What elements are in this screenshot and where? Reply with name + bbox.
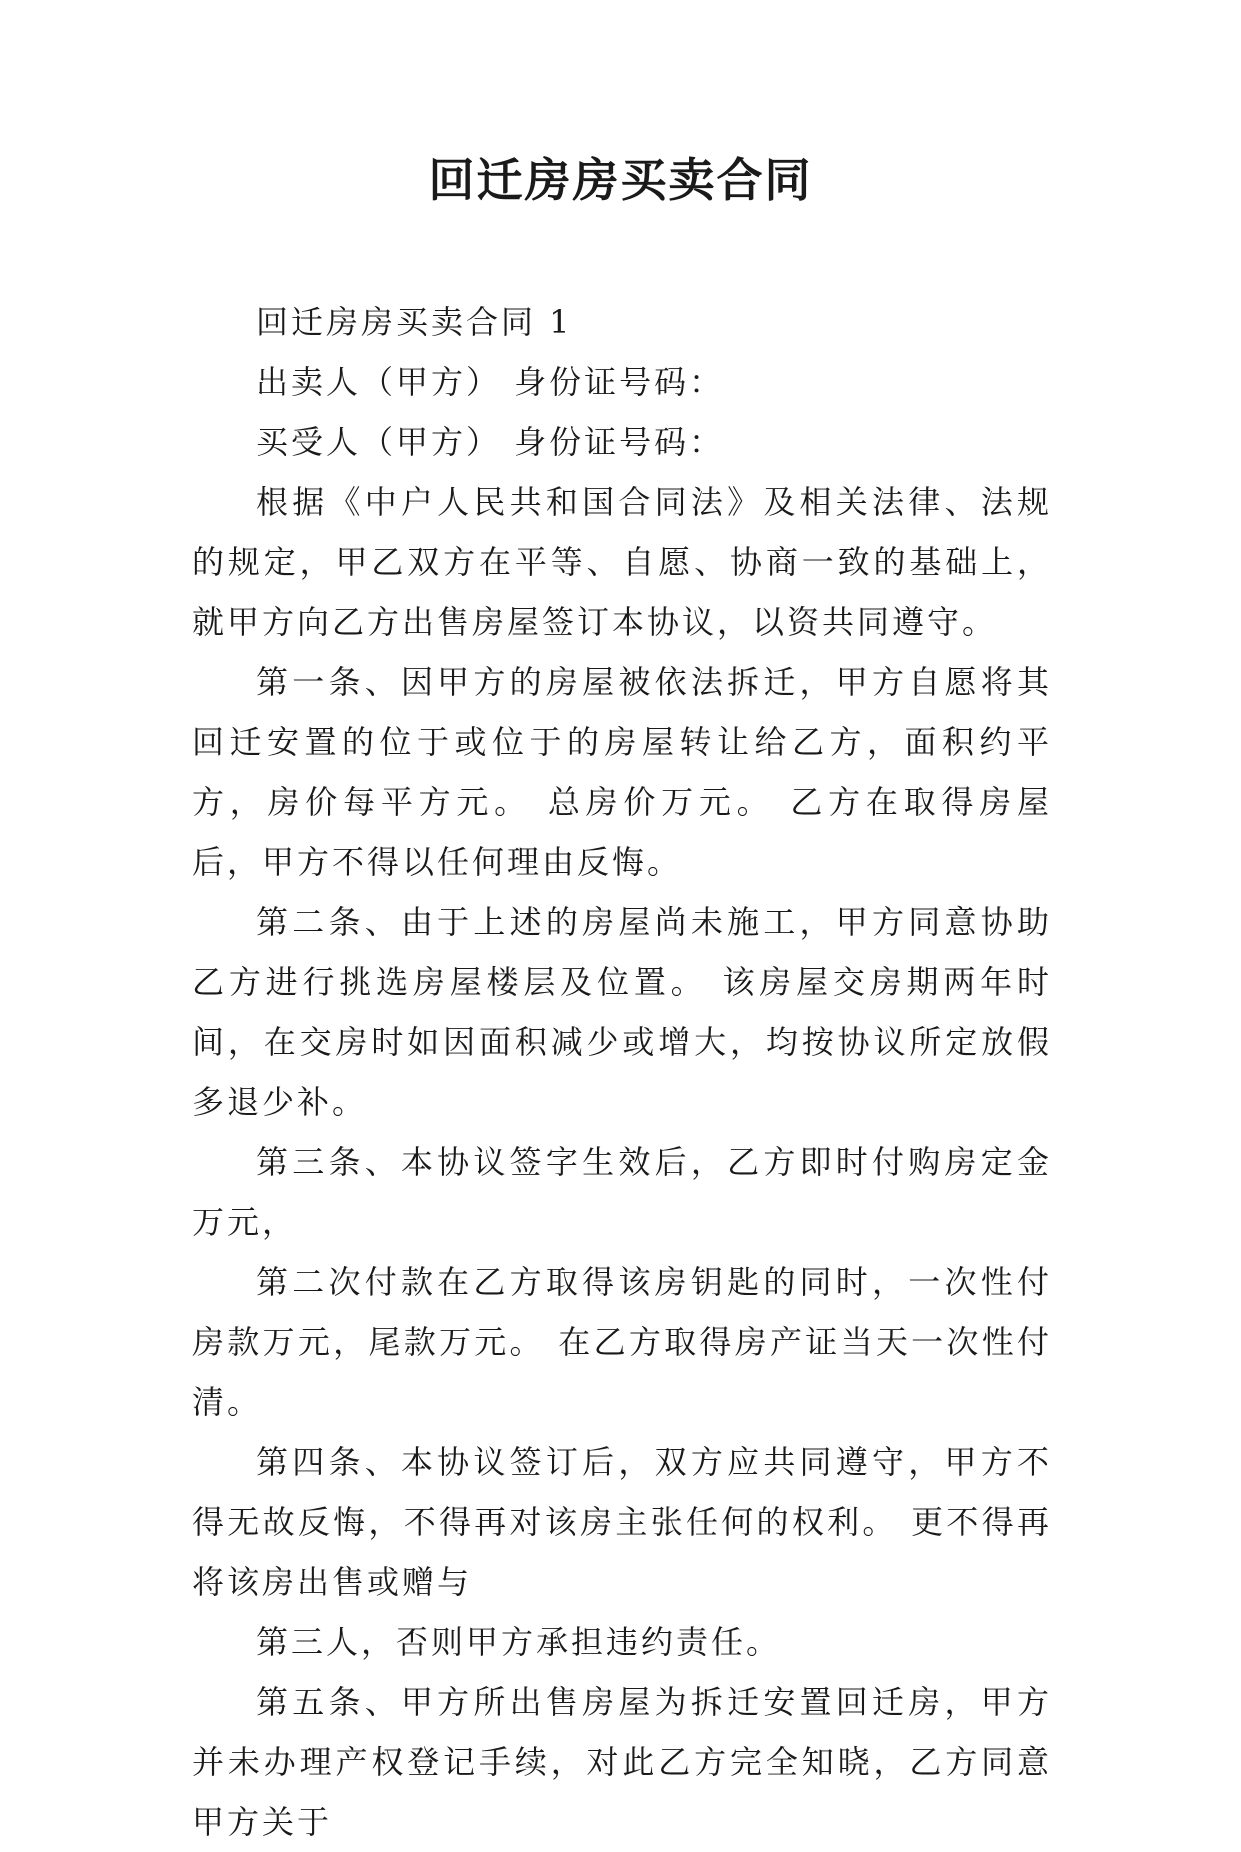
paragraph-third-party: 第三人，否则甲方承担违约责任。 — [256, 1623, 782, 1661]
paragraph-second-payment: 第二次付款在乙方取得该房钥匙的同时，一次性付房款万元，尾款万元。 在乙方取得房产证当天一次性付清。 — [192, 1263, 1052, 1421]
paragraph-heading: 回迁房房买卖合同 1 — [256, 303, 573, 341]
paragraph-article-2: 第二条、由于上述的房屋尚未施工，甲方同意协助乙方进行挑选房屋楼层及位置。 该房屋交房期两年时间，在交房时如因面积减少或增大，均按协议所定放假多退少补。 — [192, 903, 1052, 1121]
paragraph-article-4: 第四条、本协议签订后，双方应共同遵守，甲方不得无故反悔，不得再对该房主张任何的权利。 更不得再将该房出售或赠与 — [192, 1443, 1052, 1601]
paragraph-seller: 出卖人（甲方） 身份证号码： — [256, 363, 725, 401]
document-body — [192, 292, 1052, 1852]
paragraph-preamble: 根据《中户人民共和国合同法》及相关法律、法规的规定，甲乙双方在平等、自愿、协商一致的基础上，就甲方向乙方出售房屋签订本协议，以资共同遵守。 — [192, 483, 1052, 641]
document-title: 回迁房房买卖合同 — [428, 153, 813, 207]
paragraph-article-3: 第三条、本协议签字生效后，乙方即时付购房定金万元， — [192, 1143, 1052, 1241]
paragraph-article-5: 第五条、甲方所出售房屋为拆迁安置回迁房，甲方并未办理产权登记手续，对此乙方完全知晓，乙方同意甲方关于 — [192, 1683, 1052, 1841]
paragraph-buyer: 买受人（甲方） 身份证号码： — [256, 423, 725, 461]
paragraph-article-1: 第一条、因甲方的房屋被依法拆迁，甲方自愿将其回迁安置的位于或位于的房屋转让给乙方，面积约平方，房价每平方元。 总房价万元。 乙方在取得房屋后，甲方不得以任何理由反悔。 — [192, 663, 1052, 881]
